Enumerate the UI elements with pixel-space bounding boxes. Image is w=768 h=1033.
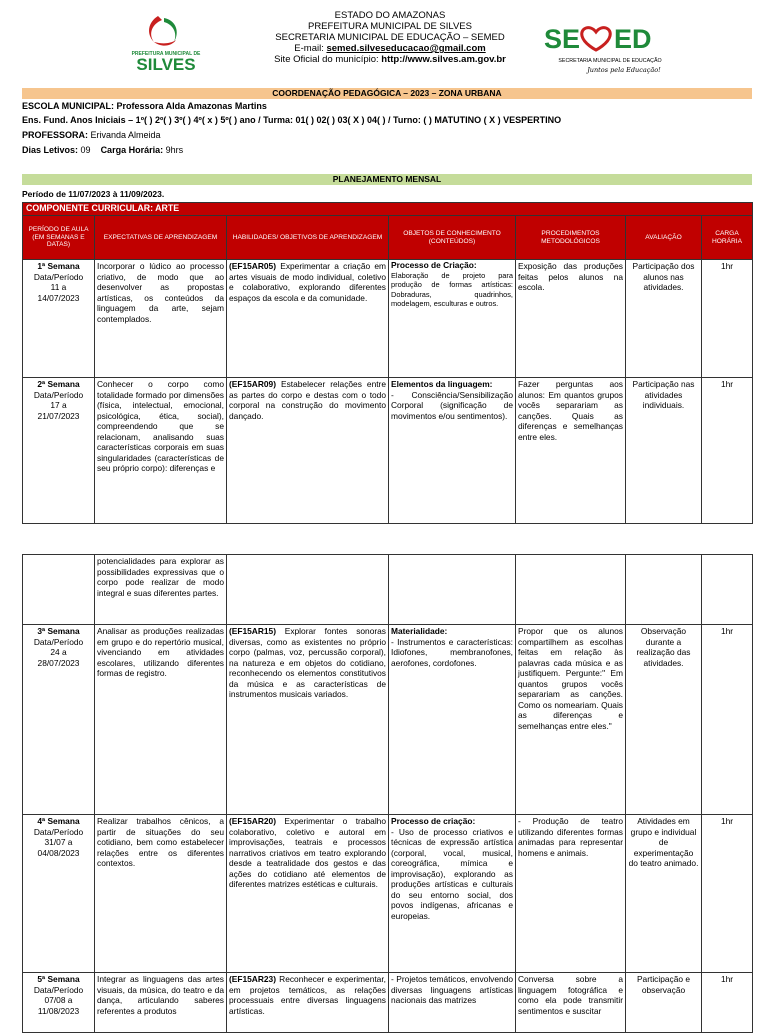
evaluation-cell: Participação dos alunos nas atividades. — [626, 260, 702, 378]
header-site: Site Oficial do município: http://www.silves.am.gov.br — [274, 54, 506, 65]
semed-logo — [544, 22, 676, 76]
svg-text:ED: ED — [614, 24, 652, 54]
header-line-prefeitura: PREFEITURA MUNICIPAL DE SILVES — [307, 21, 472, 32]
object-cell — [389, 555, 516, 625]
skill-cell — [227, 555, 389, 625]
site-link[interactable]: http://www.silves.am.gov.br — [381, 54, 506, 65]
svg-text:SECRETARIA MUNICIPAL DE EDUCAÇ: SECRETARIA MUNICIPAL DE EDUCAÇÃO — [558, 58, 662, 64]
period-text: Período de 11/07/2023 à 11/09/2023. — [22, 189, 165, 199]
workload-cell: 1hr — [702, 260, 753, 378]
email-link[interactable]: semed.silveseducacao@gmail.com — [326, 43, 486, 54]
skill-cell: (EF15AR20) Experimentar o trabalho colaborativo, coletivo e autoral em improvisações, teatrais e processos narrativos criativos em teatro explorando desde a teatralidade dos gestos e das ações do cotidiano até elementos de diferentes matrizes estéticas e culturais. — [227, 815, 389, 973]
workload-cell: 1hr — [702, 378, 753, 524]
period-cell — [23, 555, 95, 625]
planning-table-page2 — [22, 554, 753, 1033]
grade-turma-line: Ens. Fund. Anos Iniciais – 1º( ) 2º( ) 3º( ) 4º( x ) 5º( ) ano / Turma: 01( ) 02( ) 03( X ) 04( ) / Turno: ( ) MATUTINO ( X ) VESPERTINO — [22, 115, 562, 125]
expectation-cell: Incorporar o lúdico ao processo criativo, de modo que ao desenvolver as propostas artísticas, os conteúdos da linguagem da arte, sejam contemplados. — [95, 260, 227, 378]
svg-text:PREFEITURA MUNICIPAL DE: PREFEITURA MUNICIPAL DE — [131, 51, 201, 57]
col-objects: OBJETOS DE CONHECIMENTO (CONTEÚDOS) — [389, 216, 516, 260]
procedure-cell: Propor que os alunos compartilhem as escolhas feitas em relação às palavras cada música e as justifiquem. Pergunte:" Em quantos grupos vocês separariam as canções. Como os nomeariam. Quais as diferenças e semelhanças entre eles." — [516, 625, 626, 815]
col-evaluation: AVALIAÇÃO — [626, 216, 702, 260]
workload-cell: 1hr — [702, 625, 753, 815]
procedure-cell: Fazer perguntas aos alunos: Em quantos grupos vocês separariam as canções. Quais as diferenças e semelhanças entre eles. — [516, 378, 626, 524]
coordination-bar: COORDENAÇÃO PEDAGÓGICA – 2023 – ZONA URBANA — [22, 88, 752, 99]
col-expectations: EXPECTATIVAS DE APRENDIZAGEM — [95, 216, 227, 260]
evaluation-cell: Atividades em grupo e individual de experimentação do teatro animado. — [626, 815, 702, 973]
skill-cell: (EF15AR05) Experimentar a criação em artes visuais de modo individual, coletivo e colaborativo, explorando diferentes espaços da escola e da comunidade. — [227, 260, 389, 378]
heart-icon — [582, 28, 611, 50]
col-period: PERÍODO DE AULA (EM SEMANAS E DATAS) — [23, 216, 95, 260]
teacher-line: PROFESSORA: Erivanda Almeida — [22, 130, 161, 140]
expectation-cell: Integrar as linguagens das artes visuais, da música, do teatro e da dança, articulando saberes referentes a produtos — [95, 973, 227, 1033]
procedure-cell: Conversa sobre a linguagem fotográfica e como ela pode transmitir sentimentos e suscitar — [516, 973, 626, 1033]
skill-cell: (EF15AR23) Reconhecer e experimentar, em projetos temáticos, as relações processuais entre diversas linguagens artísticas. — [227, 973, 389, 1033]
workload-cell: 1hr — [702, 973, 753, 1033]
table-row — [23, 815, 753, 973]
procedure-cell: Exposição das produções feitas pelos alunos na escola. — [516, 260, 626, 378]
evaluation-cell: Participação e observação — [626, 973, 702, 1033]
procedure-cell: - Produção de teatro utilizando diferentes formas animadas para representar homens e animais. — [516, 815, 626, 973]
object-cell: - Projetos temáticos, envolvendo diversas linguagens artísticas nacionais das matrizes — [389, 973, 516, 1033]
period-cell: 4ª Semana Data/Período 31/07 a 04/08/2023 — [23, 815, 95, 973]
skill-cell: (EF15AR15) Explorar fontes sonoras diversas, como as existentes no próprio corpo (palmas, voz, percussão corporal), na natureza e em objetos do cotidiano, reconhecendo os elementos constitutivos da música e as características de instrumentos musicais variados. — [227, 625, 389, 815]
column-headers — [23, 216, 753, 260]
table-row — [23, 378, 753, 524]
expectation-cell: Realizar trabalhos cênicos, a partir de situações do seu cotidiano, bem como estabelecer relações entre os diferentes contextos. — [95, 815, 227, 973]
silves-logo-text: SILVES — [136, 55, 196, 74]
col-workload: CARGA HORÁRIA — [702, 216, 753, 260]
workload-cell: 1hr — [702, 815, 753, 973]
col-procedures: PROCEDIMENTOS METODOLÓGICOS — [516, 216, 626, 260]
table-row — [23, 260, 753, 378]
period-cell: 1ª Semana Data/Período 11 a 14/07/2023 — [23, 260, 95, 378]
planning-bar: PLANEJAMENTO MENSAL — [22, 174, 752, 185]
skill-cell: (EF15AR09) Estabelecer relações entre as partes do corpo e destas com o todo corporal na construção do movimento dançado. — [227, 378, 389, 524]
object-cell: Elementos da linguagem: - Consciência/Sensibilização Corporal (significação de movimentos e/ou sentimentos). — [389, 378, 516, 524]
expectation-cell: Analisar as produções realizadas em grupo e do repertório musical, vivenciando em atividades escolares, utilizando diferentes formas de registro. — [95, 625, 227, 815]
school-line: ESCOLA MUNICIPAL: Professora Alda Amazonas Martins — [22, 101, 267, 111]
header-line-state: ESTADO DO AMAZONAS — [334, 10, 446, 21]
days-hours-line: Dias Letivos: 09 Carga Horária: 9hrs — [22, 145, 184, 155]
table-row — [23, 555, 753, 625]
procedure-cell — [516, 555, 626, 625]
silves-logo — [118, 12, 214, 74]
workload-cell — [702, 555, 753, 625]
expectation-cell: Conhecer o corpo como totalidade formado por dimensões (física, intelectual, emocional, psicológica, ética, social), compreendendo que se relacionam, analisando suas características corporais em suas singularidades (características de seu próprio corpo): diferenças e — [95, 378, 227, 524]
svg-text:SE: SE — [544, 24, 581, 54]
evaluation-cell: Observação durante a realização das atividades. — [626, 625, 702, 815]
document-header — [0, 0, 768, 90]
planning-table-page1 — [22, 202, 753, 524]
col-skills: HABILIDADES/ OBJETIVOS DE APRENDIZAGEM — [227, 216, 389, 260]
expectation-cell: potencialidades para explorar as possibilidades expressivas que o corpo pode realizar de modo integral e suas diferentes partes. — [95, 555, 227, 625]
object-cell: Materialidade: - Instrumentos e características: Idiofones, membranofones, aerofones, cordofones. — [389, 625, 516, 815]
svg-text:Juntos pela Educação!: Juntos pela Educação! — [587, 66, 661, 74]
object-cell: Processo de criação: - Uso de processo criativos e técnicas de expressão artística (corporal, vocal, musical, coreográfica, mímica e improvisação), explorando as produções artísticas e culturais do seu entorno social, dos povos indígenas, africanas e europeias. — [389, 815, 516, 973]
header-line-secretaria: SECRETARIA MUNICIPAL DE EDUCAÇÃO – SEMED — [275, 32, 505, 43]
header-email: E-mail: semed.silveseducacao@gmail.com — [294, 43, 486, 54]
evaluation-cell — [626, 555, 702, 625]
evaluation-cell: Participação nas atividades individuais. — [626, 378, 702, 524]
period-cell: 5ª Semana Data/Período 07/08 a 11/08/2023 — [23, 973, 95, 1033]
component-header: COMPONENTE CURRICULAR: ARTE — [23, 203, 753, 216]
header-center — [230, 10, 550, 65]
period-cell: 3ª Semana Data/Período 24 a 28/07/2023 — [23, 625, 95, 815]
object-cell: Processo de Criação: Elaboração de projeto para produção de formas artísticas: Dobraduras, quadrinhos, modelagem, esculturas e outros. — [389, 260, 516, 378]
table-row — [23, 625, 753, 815]
period-cell: 2ª Semana Data/Período 17 a 21/07/2023 — [23, 378, 95, 524]
